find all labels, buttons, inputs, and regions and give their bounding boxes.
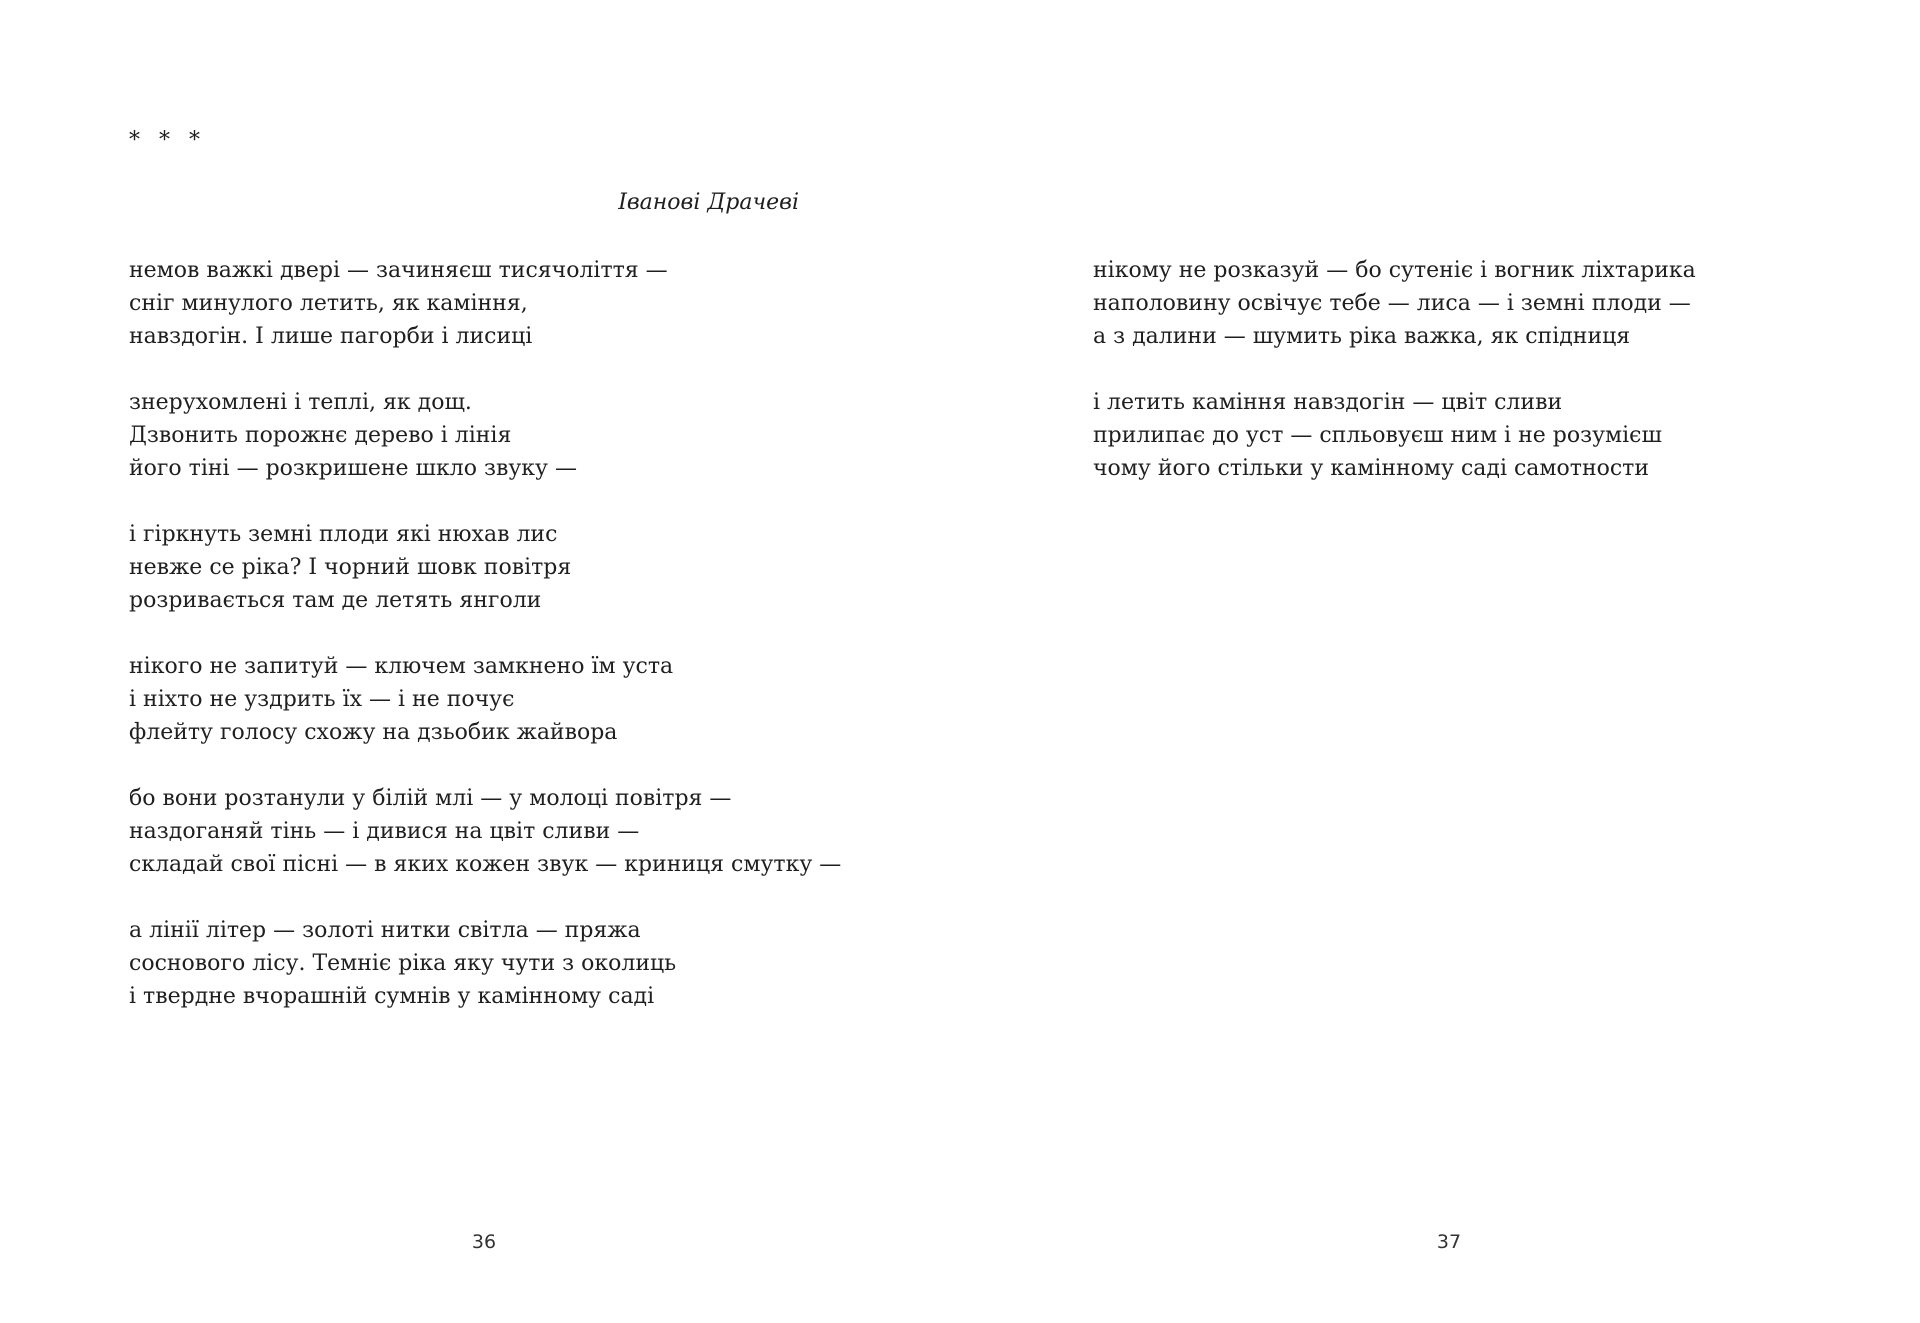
stanza: [129, 914, 841, 1013]
poem-line: сніг минулого летить, як каміння,: [129, 291, 528, 316]
poem-line: флейту голосу схожу на дзьобик жайвора: [129, 720, 618, 745]
dedication: Іванові Драчеві: [618, 190, 799, 215]
poem-line: прилипає до уст — спльовуєш ним і не розумієш: [1093, 423, 1662, 448]
stanza: [129, 254, 841, 353]
page-number-right: 37: [1436, 1231, 1462, 1253]
poem-line: чому його стільки у камінному саді самотности: [1093, 456, 1650, 481]
poem-right: [1093, 254, 1696, 518]
poem-line: соснового лісу. Темніє ріка яку чути з околиць: [129, 951, 677, 976]
poem-line: Дзвонить порожнє дерево і лінія: [129, 423, 512, 448]
poem-line: невже се ріка? І чорний шовк повітря: [129, 555, 572, 580]
poem-line: складай свої пісні — в яких кожен звук — криниця смутку —: [129, 852, 842, 877]
poem-line: нікого не запитуй — ключем замкнено їм уста: [129, 654, 674, 679]
poem-line: і летить каміння навздогін — цвіт сливи: [1093, 390, 1563, 415]
poem-line: і гіркнуть земні плоди які нюхав лис: [129, 522, 558, 547]
stanza: [129, 518, 841, 617]
stanza: [1093, 386, 1696, 485]
poem-left: [129, 254, 841, 1046]
poem-line: нікому не розказуй — бо сутеніє і вогник ліхтарика: [1093, 258, 1696, 283]
page-number-left: 36: [471, 1231, 497, 1253]
poem-line: немов важкі двері — зачиняєш тисячоліття —: [129, 258, 668, 283]
poem-line: його тіні — розкришене шкло звуку —: [129, 456, 577, 481]
poem-line: а лінії літер — золоті нитки світла — пряжа: [129, 918, 641, 943]
poem-line: а з далини — шумить ріка важка, як спідниця: [1093, 324, 1631, 349]
poem-line: наздоганяй тінь — і дивися на цвіт сливи —: [129, 819, 640, 844]
poem-line: навздогін. І лише пагорби і лисиці: [129, 324, 533, 349]
stanza: [129, 386, 841, 485]
stanza: [1093, 254, 1696, 353]
poem-line: наполовину освічує тебе — лиса — і земні плоди —: [1093, 291, 1691, 316]
stanza: [129, 650, 841, 749]
section-separator: * * *: [129, 128, 206, 153]
poem-line: бо вони розтанули у білій млі — у молоці повітря —: [129, 786, 732, 811]
right-page: [960, 0, 1920, 1323]
poem-line: і ніхто не уздрить їх — і не почує: [129, 687, 515, 712]
poem-line: і твердне вчорашній сумнів у камінному саді: [129, 984, 655, 1009]
poem-line: знерухомлені і теплі, як дощ.: [129, 390, 472, 415]
poem-line: розривається там де летять янголи: [129, 588, 542, 613]
stanza: [129, 782, 841, 881]
